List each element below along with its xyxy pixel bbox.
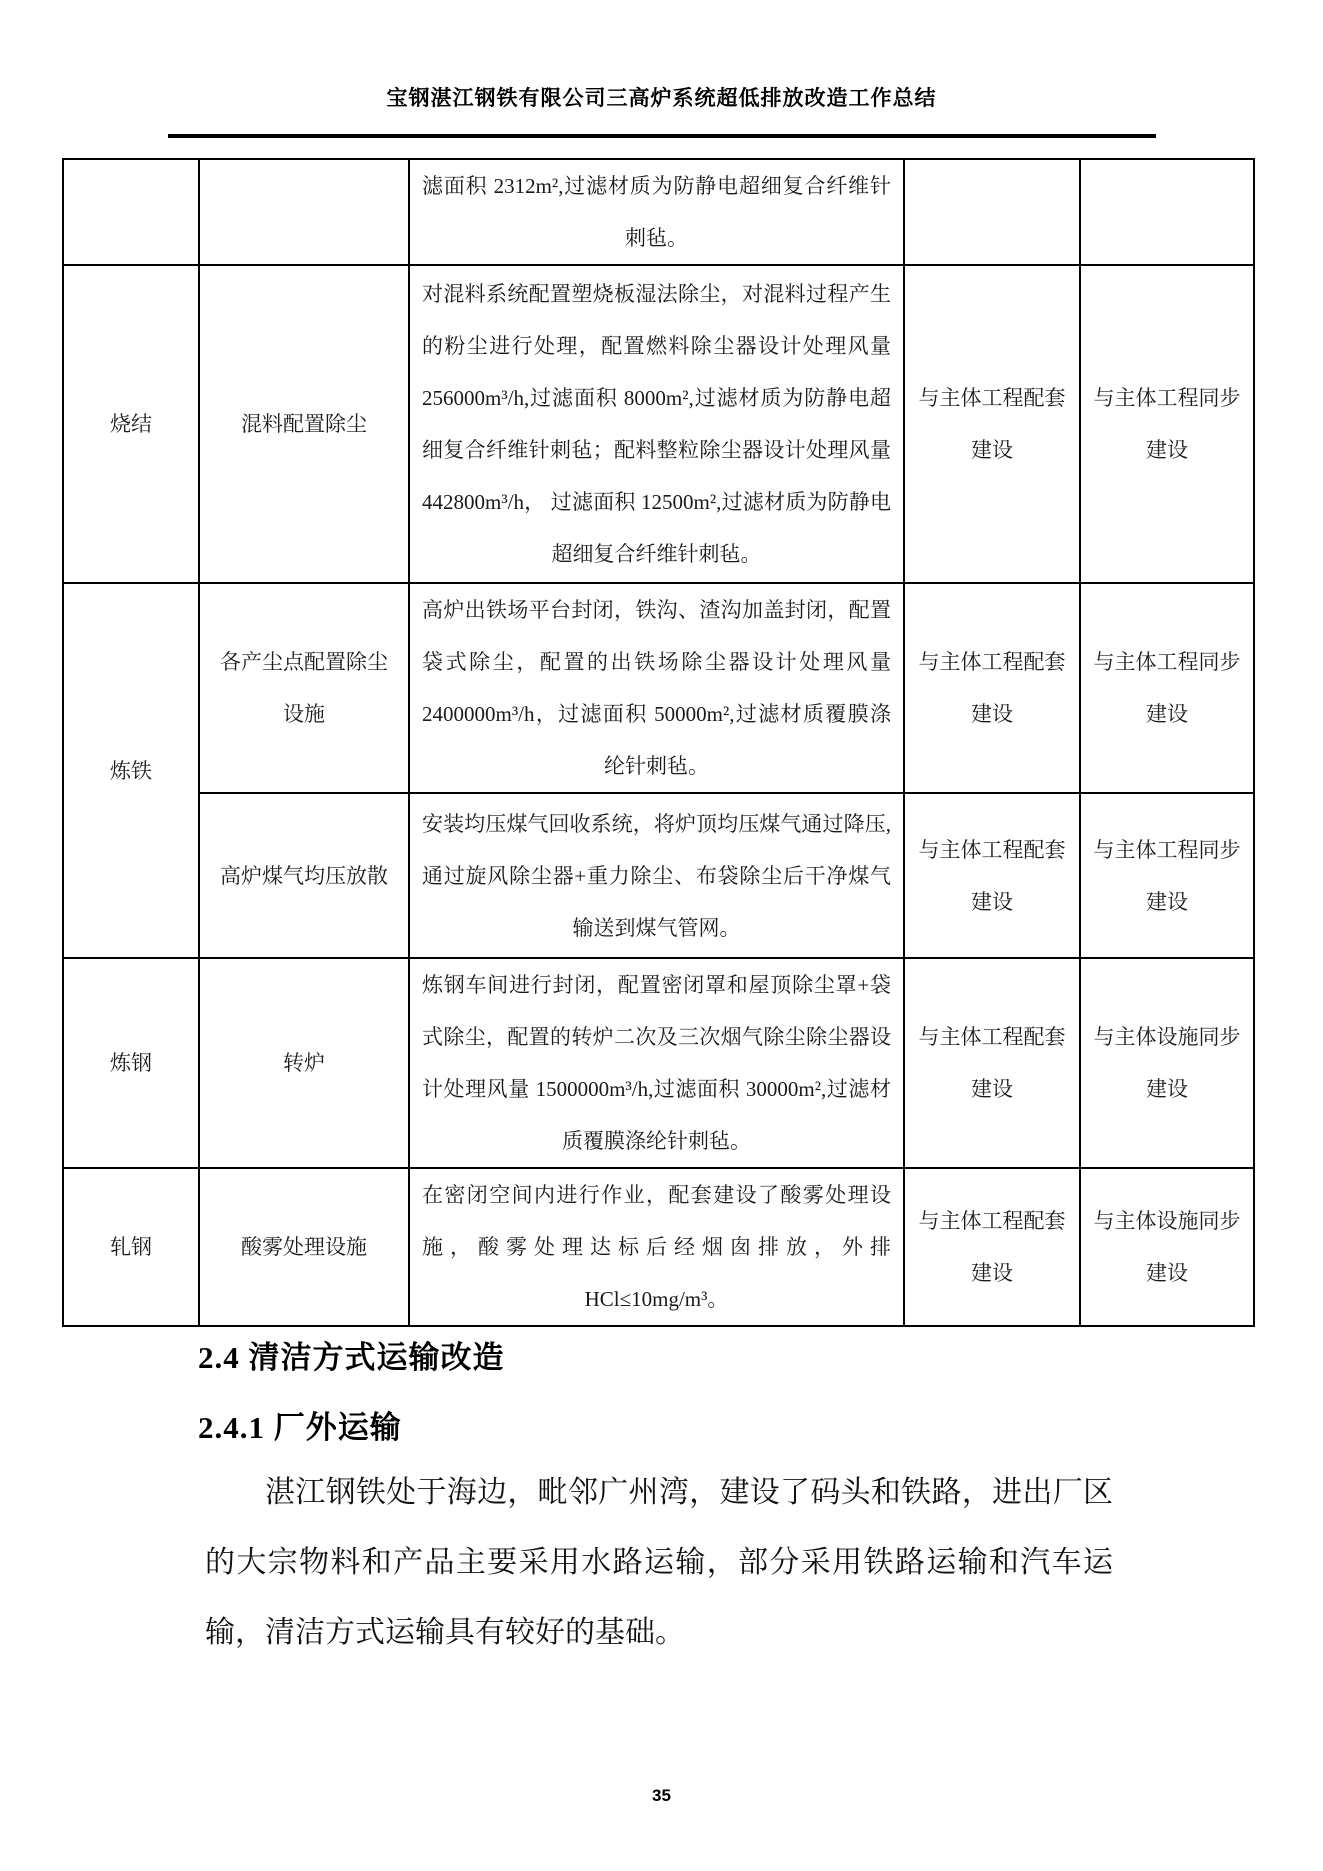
table-cell-description: 对混料系统配置塑烧板湿法除尘，对混料过程产生的粉尘进行处理，配置燃料除尘器设计处理风量 256000m³/h,过滤面积 8000m²,过滤材质为防静电超细复合纤维针刺毡；配料整粒除尘器设计处理风量 442800m³/h， 过滤面积 12500m²,过滤材质为防静电超细复合纤维针刺毡。 (409, 265, 904, 583)
table-cell-item: 转炉 (199, 958, 409, 1168)
table-cell-category: 烧结 (63, 265, 199, 583)
table-cell-item: 混料配置除尘 (199, 265, 409, 583)
table-cell-schedule: 与主体工程同步建设 (1080, 583, 1254, 793)
table-cell-category: 轧钢 (63, 1168, 199, 1326)
table-cell-construction: 与主体工程配套建设 (904, 1168, 1080, 1326)
table-cell-description: 滤面积 2312m²,过滤材质为防静电超细复合纤维针刺毡。 (409, 159, 904, 265)
table-cell-item: 酸雾处理设施 (199, 1168, 409, 1326)
table-row-continuation (63, 159, 1254, 265)
table-cell-category (63, 159, 199, 265)
table-row-rolling (63, 1168, 1254, 1326)
table-cell-item: 各产尘点配置除尘设施 (199, 583, 409, 793)
document-header-title: 宝钢湛江钢铁有限公司三高炉系统超低排放改造工作总结 (386, 86, 937, 110)
table-row-ironmaking-1 (63, 583, 1254, 793)
table-cell-construction: 与主体工程配套建设 (904, 958, 1080, 1168)
section-heading-2-4: 2.4 清洁方式运输改造 (198, 1340, 505, 1375)
emission-upgrade-table (62, 158, 1255, 1327)
table-cell-category: 炼钢 (63, 958, 199, 1168)
header-divider (168, 134, 1156, 138)
table-cell-description: 在密闭空间内进行作业，配套建设了酸雾处理设施，酸雾处理达标后经烟囱排放，外排 HCl≤10mg/m³。 (409, 1168, 904, 1326)
table-cell-item: 高炉煤气均压放散 (199, 793, 409, 958)
table-cell-description: 安装均压煤气回收系统，将炉顶均压煤气通过降压,通过旋风除尘器+重力除尘、布袋除尘后干净煤气输送到煤气管网。 (409, 793, 904, 958)
table-cell-schedule: 与主体工程同步建设 (1080, 265, 1254, 583)
table-cell-schedule: 与主体设施同步建设 (1080, 958, 1254, 1168)
table-cell-description: 高炉出铁场平台封闭，铁沟、渣沟加盖封闭，配置袋式除尘，配置的出铁场除尘器设计处理风量 2400000m³/h，过滤面积 50000m²,过滤材质覆膜涤纶针刺毡。 (409, 583, 904, 793)
table-cell-description: 炼钢车间进行封闭，配置密闭罩和屋顶除尘罩+袋式除尘，配置的转炉二次及三次烟气除尘除尘器设计处理风量 1500000m³/h,过滤面积 30000m²,过滤材质覆膜涤纶针刺毡。 (409, 958, 904, 1168)
body-paragraph: 湛江钢铁处于海边，毗邻广州湾，建设了码头和铁路，进出厂区的大宗物料和产品主要采用水路运输，部分采用铁路运输和汽车运输，清洁方式运输具有较好的基础。 (205, 1476, 1113, 1649)
section-heading-2-4-1: 2.4.1 厂外运输 (198, 1410, 402, 1445)
table-cell-construction: 与主体工程配套建设 (904, 793, 1080, 958)
table-row-sintering (63, 265, 1254, 583)
table-cell-schedule: 与主体工程同步建设 (1080, 793, 1254, 958)
table-row-ironmaking-2 (63, 793, 1254, 958)
table-cell-construction (904, 159, 1080, 265)
table-cell-construction: 与主体工程配套建设 (904, 583, 1080, 793)
table-cell-category: 炼铁 (63, 583, 199, 958)
table-cell-construction: 与主体工程配套建设 (904, 265, 1080, 583)
table-cell-schedule: 与主体设施同步建设 (1080, 1168, 1254, 1326)
table-cell-schedule (1080, 159, 1254, 265)
table-row-steelmaking (63, 958, 1254, 1168)
table-cell-item (199, 159, 409, 265)
page-number: 35 (652, 1786, 671, 1805)
